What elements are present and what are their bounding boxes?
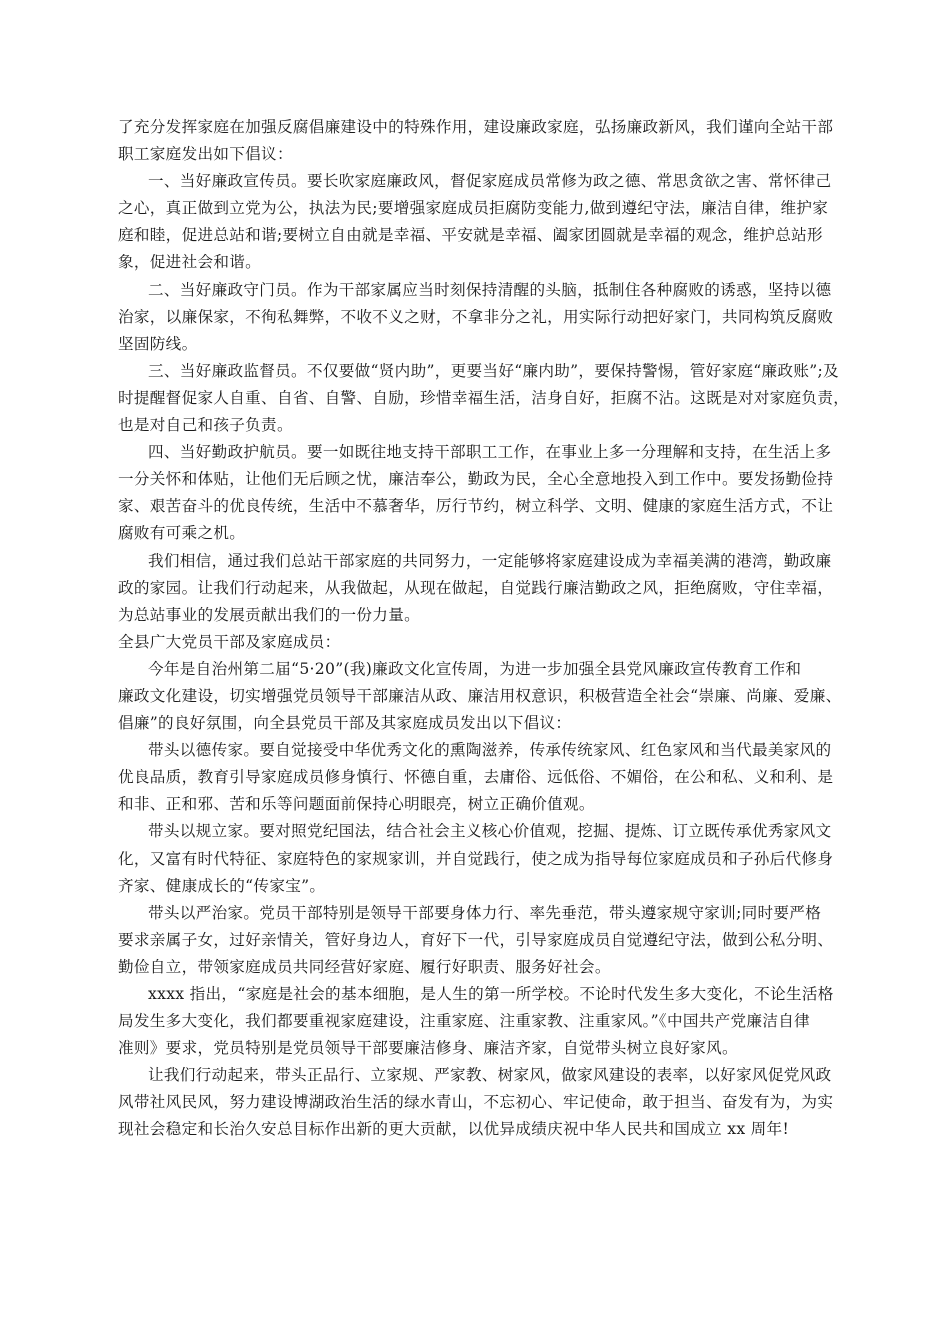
text-line: 也是对自己和孩子负责。 — [118, 416, 293, 435]
text-line: 坚固防线。 — [118, 334, 198, 353]
text-line: xxxx 指出，“家庭是社会的基本细胞，是人生的第一所学校。不论时代发生多大变化，不论生活格 — [148, 985, 834, 1003]
text-line: 象，促进社会和谐。 — [118, 253, 262, 272]
text-line: 带头以严治家。党员干部特别是领导干部要身体力行、率先垂范，带头遵家规守家训;同时要严格 — [148, 903, 822, 922]
text-line: 准则》要求，党员特别是党员领导干部要廉洁修身、廉洁齐家，自觉带头树立良好家风。 — [118, 1039, 738, 1058]
text-line: 政的家园。让我们行动起来，从我做起，从现在做起，自觉践行廉洁勤政之风，拒绝腐败，守住幸福， — [118, 578, 834, 597]
text-line: 风带社风民风，努力建设博湖政治生活的绿水青山，不忘初心、牢记使命，敢于担当、奋发有为，为实 — [118, 1093, 834, 1112]
text-line: 三、当好廉政监督员。不仅要做“贤内助”，更要当好“廉内助”，要保持警惕，管好家庭“廉政账”;及 — [148, 361, 839, 380]
text-line: 带头以规立家。要对照党纪国法，结合社会主义核心价值观，挖掘、提炼、订立既传承优秀家风文 — [148, 822, 832, 841]
text-line: 治家，以廉保家，不徇私舞弊，不收不义之财，不拿非分之礼，用实际行动把好家门，共同构筑反腐败 — [118, 307, 834, 326]
text-line: 带头以德传家。要自觉接受中华优秀文化的熏陶滋养，传承传统家风、红色家风和当代最美家风的 — [148, 741, 832, 760]
text-line: 四、当好勤政护航员。要一如既往地支持干部职工工作，在事业上多一分理解和支持，在生活上多 — [148, 443, 832, 462]
text-line: 庭和睦，促进总站和谐;要树立自由就是幸福、平安就是幸福、阖家团圆就是幸福的观念，维护总站形 — [118, 226, 823, 245]
text-line: 腐败有可乘之机。 — [118, 524, 246, 543]
text-line: 和非、正和邪、苦和乐等问题面前保持心明眼亮，树立正确价值观。 — [118, 795, 595, 814]
text-line: 优良品质，教育引导家庭成员修身慎行、怀德自重，去庸俗、远低俗、不媚俗，在公和私、义和利、是 — [118, 768, 834, 787]
text-line: 了充分发挥家庭在加强反腐倡廉建设中的特殊作用，建设廉政家庭，弘扬廉政新风，我们谨向全站干部 — [118, 118, 834, 136]
text-line: 现社会稳定和长治久安总目标作出新的更大贡献，以优异成绩庆祝中华人民共和国成立 xx 周年! — [118, 1120, 790, 1139]
text-line: 今年是自治州第二届“5·20”(我)廉政文化宣传周，为进一步加强全县党风廉政宣传教育工作和 — [148, 659, 802, 678]
text-line: 我们相信，通过我们总站干部家庭的共同努力，一定能够将家庭建设成为幸福美满的港湾，勤政廉 — [148, 551, 832, 570]
text-line: 家、艰苦奋斗的优良传统，生活中不慕奢华，厉行节约，树立科学、文明、健康的家庭生活方式，不让 — [118, 497, 834, 516]
document-body — [118, 114, 868, 1144]
text-line: 勤俭自立，带领家庭成员共同经营好家庭、履行好职责、服务好社会。 — [118, 957, 611, 976]
text-line: 职工家庭发出如下倡议： — [118, 145, 293, 164]
text-line: 局发生多大变化，我们都要重视家庭建设，注重家庭、注重家教、注重家风。”《中国共产党廉洁自律 — [118, 1012, 810, 1031]
text-line: 一、当好廉政宣传员。要长吹家庭廉政风，督促家庭成员常修为政之德、常思贪欲之害、常怀律己 — [148, 172, 832, 191]
text-line: 让我们行动起来，带头正品行、立家规、严家教、树家风，做家风建设的表率，以好家风促党风政 — [148, 1066, 832, 1085]
text-line: 一分关怀和体贴，让他们无后顾之忧，廉洁奉公，勤政为民，全心全意地投入到工作中。要发扬勤俭持 — [118, 470, 834, 489]
text-line: 二、当好廉政守门员。作为干部家属应当时刻保持清醒的头脑，抵制住各种腐败的诱惑，坚持以德 — [148, 280, 832, 299]
text-line: 要求亲属子女，过好亲情关，管好身边人，育好下一代，引导家庭成员自觉遵纪守法，做到公私分明、 — [118, 930, 834, 949]
text-line: 为总站事业的发展贡献出我们的一份力量。 — [118, 605, 420, 624]
text-line: 全县广大党员干部及家庭成员： — [118, 632, 341, 651]
text-line: 齐家、健康成长的“传家宝”。 — [118, 876, 326, 895]
text-line: 之心，真正做到立党为公，执法为民;要增强家庭成员拒腐防变能力,做到遵纪守法，廉洁自律，维护家 — [118, 199, 829, 218]
text-line: 时提醒督促家人自重、自省、自警、自励，珍惜幸福生活，洁身自好，拒腐不沾。这既是对对家庭负责， — [118, 388, 850, 407]
text-line: 倡廉”的良好氛围，向全县党员干部及其家庭成员发出以下倡议： — [118, 714, 572, 733]
text-line: 化，又富有时代特征、家庭特色的家规家训，并自觉践行，使之成为指导每位家庭成员和子孙后代修身 — [118, 849, 834, 868]
text-line: 廉政文化建设，切实增强党员领导干部廉洁从政、廉洁用权意识，积极营造全社会“崇廉、尚廉、爱廉、 — [118, 686, 842, 705]
